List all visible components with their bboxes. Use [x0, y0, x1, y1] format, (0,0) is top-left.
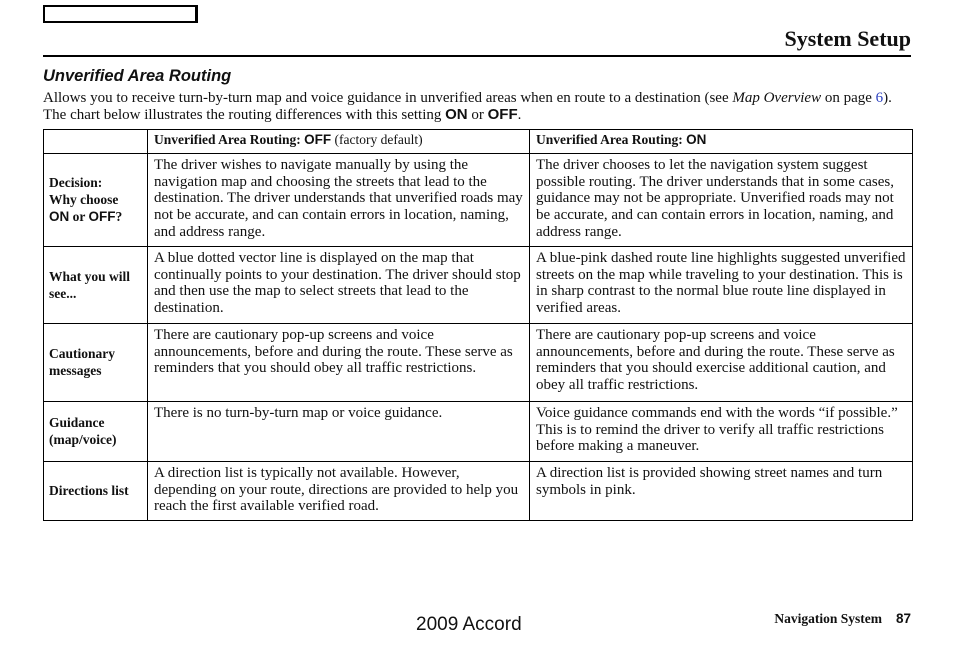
cell-off: There is no turn-by-turn map or voice guidance. [148, 401, 530, 461]
cell-on: The driver chooses to let the navigation system suggest possible routing. The driver understands that in some cases, guidance may not be appropriate. Unverified roads may not be accurate, and can contain errors in location, naming, and address range. [530, 153, 913, 246]
row-label-q: ? [115, 209, 123, 225]
cell-on: A blue-pink dashed route line highlights suggested unverified streets on the map while traveling to your destination. This is in sharp contrast to the normal blue route line displayed in verified areas. [530, 246, 913, 323]
row-label-decision [44, 153, 148, 246]
off-keyword: OFF [487, 105, 518, 123]
cell-off: There are cautionary pop-up screens and voice announcements, before and during the route. These serve as reminders that you should obey all traffic restrictions. [148, 323, 530, 401]
cell-on: A direction list is provided showing street names and turn symbols in pink. [530, 461, 913, 520]
header-on-label: Unverified Area Routing: [536, 132, 687, 147]
row-label-line: Why choose [49, 192, 119, 208]
table-row [44, 461, 913, 520]
row-label-what-you-see: What you will see... [44, 246, 148, 323]
footer-nav [774, 611, 911, 627]
header-off-column [148, 130, 530, 154]
row-label-on: ON [49, 209, 70, 225]
header-off-label: Unverified Area Routing: [154, 132, 305, 147]
table-row [44, 401, 913, 461]
intro-text-1: Allows you to receive turn-by-turn map and voice guidance in unverified areas when en route to a destination (see [43, 90, 733, 106]
header-off-note: (factory default) [331, 132, 423, 147]
cell-off: The driver wishes to navigate manually by using the navigation map and choosing the streets that lead to the destination. The driver understands that unverified roads may not be accurate, and can contain errors in location, naming, and address range. [148, 153, 530, 246]
on-keyword: ON [445, 105, 468, 123]
intro-text-2: on page [821, 90, 876, 106]
header-box [43, 5, 198, 23]
row-label-or: or [69, 209, 89, 225]
cell-on: Voice guidance commands end with the words “if possible.” This is to remind the driver to verify all traffic restrictions before making a maneuver. [530, 401, 913, 461]
cell-on: There are cautionary pop-up screens and voice announcements, before and during the route. These serve as reminders that you should exercise additional caution, and obey all traffic restrictions. [530, 323, 913, 401]
row-label-cautionary: Cautionary messages [44, 323, 148, 401]
intro-or: or [467, 106, 488, 123]
header-on-column [530, 130, 913, 154]
header-rule [43, 55, 911, 57]
header-empty-cell [44, 130, 148, 154]
row-label-off: OFF [88, 209, 116, 225]
intro-reference-title: Map Overview [732, 90, 822, 106]
section-heading: Unverified Area Routing [43, 67, 232, 85]
table-row [44, 246, 913, 323]
intro-text-3: ). The chart below illustrates the routing differences with this setting [43, 90, 892, 123]
table-header-row [44, 130, 913, 154]
header-off-value: OFF [304, 132, 332, 147]
row-label-guidance: Guidance (map/voice) [44, 401, 148, 461]
page-number: 87 [895, 611, 911, 626]
page-title: System Setup [784, 26, 911, 51]
footer-model: 2009 Accord [416, 614, 522, 635]
intro-paragraph [43, 90, 913, 123]
row-label-line: Decision: [49, 175, 103, 191]
cell-off: A direction list is typically not available. However, depending on your route, directions are provided to help you reach the first available verified road. [148, 461, 530, 520]
table-row [44, 323, 913, 401]
row-label-directions: Directions list [44, 461, 148, 520]
intro-period: . [517, 106, 522, 123]
routing-comparison-table [43, 129, 913, 521]
table-row [44, 153, 913, 246]
header-on-value: ON [686, 132, 707, 147]
cell-off: A blue dotted vector line is displayed on the map that continually points to your destination. The driver should stop and then use the map to select streets that lead to the destination. [148, 246, 530, 323]
footer-section-label: Navigation System [774, 611, 882, 626]
page-link[interactable]: 6 [875, 90, 884, 106]
